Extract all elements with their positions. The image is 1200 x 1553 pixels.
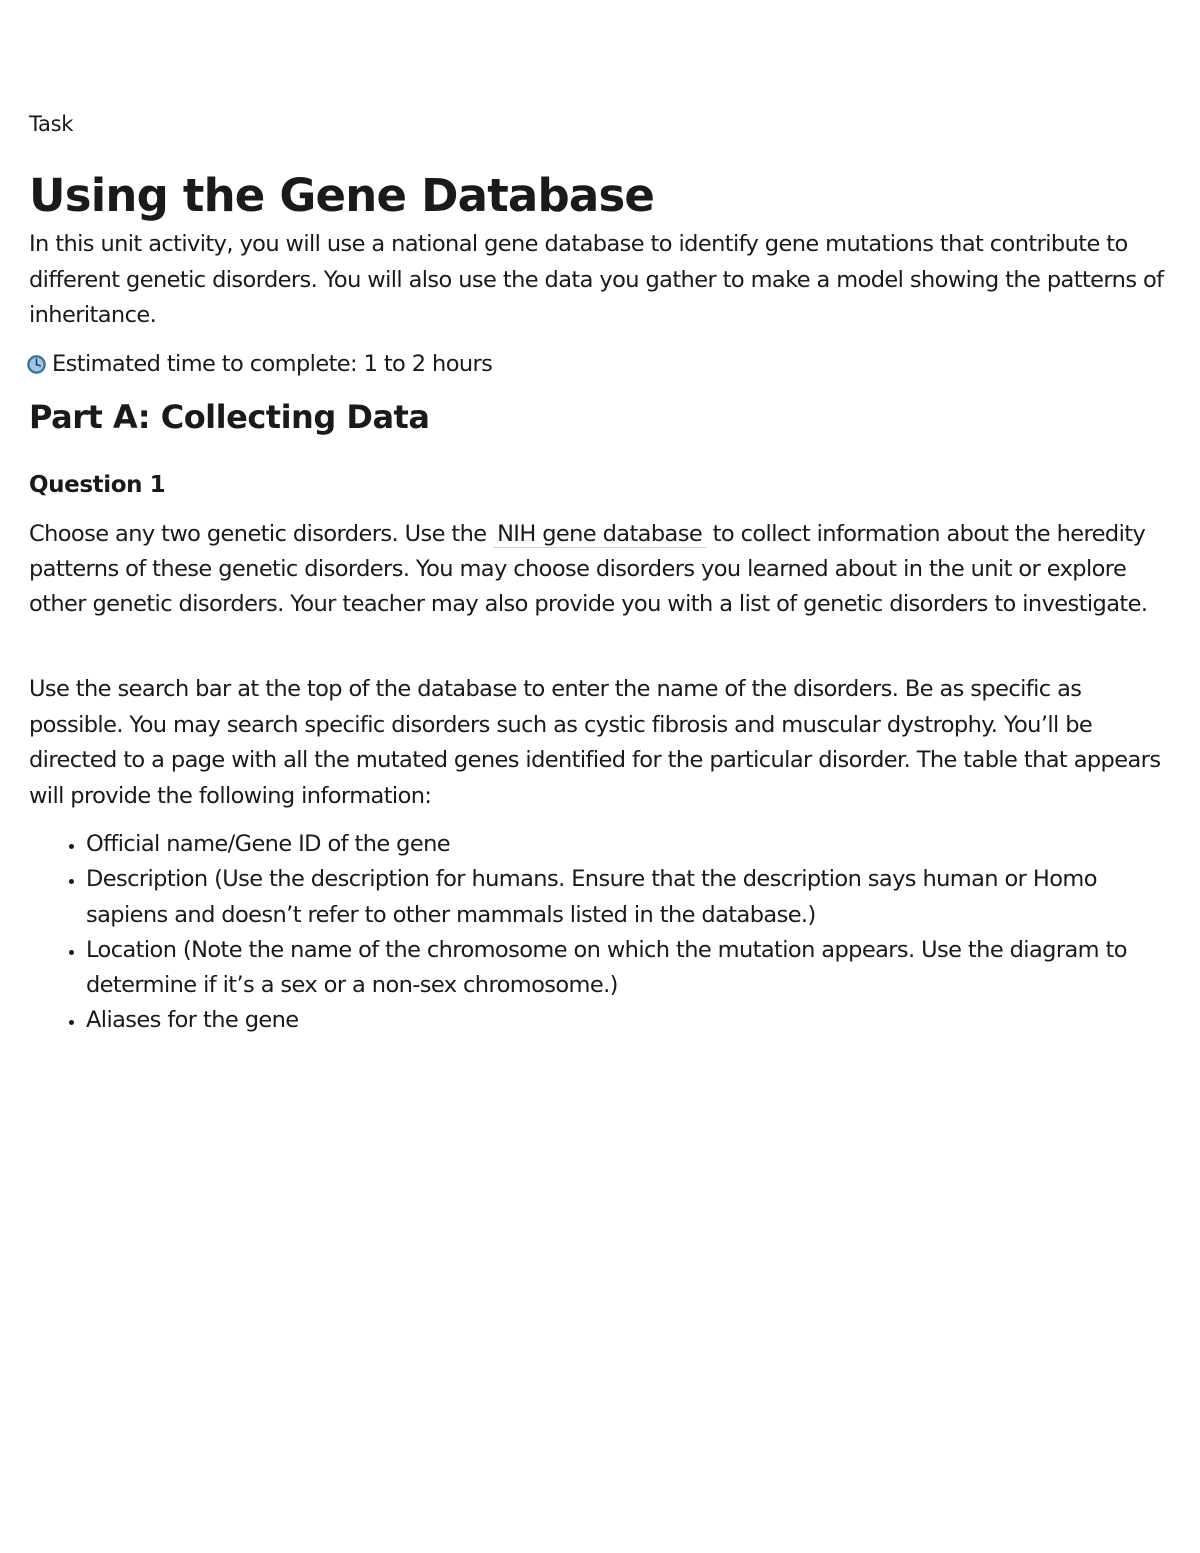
info-list: [29, 827, 1174, 1039]
nih-gene-database-link[interactable]: NIH gene database: [493, 521, 706, 548]
question-1-heading: Question 1: [29, 472, 166, 498]
part-a-heading: Part A: Collecting Data: [29, 398, 430, 436]
estimated-time: [29, 347, 492, 382]
question-1-paragraph-2: Use the search bar at the top of the database to enter the name of the disorders. Be as specific as possible. You may search specific disorders such as cystic fibrosis and muscular dystrophy. You’ll be directed to a page with all the mutated genes identified for the particular disorder. The table that appears will provide the following information:: [29, 676, 1161, 809]
list-item: • Aliases for the gene: [86, 1003, 1174, 1038]
question-1-paragraph-1: [29, 517, 1174, 622]
list-item: • Official name/Gene ID of the gene: [86, 827, 1174, 862]
task-label: Task: [29, 112, 74, 136]
list-item: • Description (Use the description for humans. Ensure that the description says human or Homo sapiens and doesn’t refer to other mammals listed in the database.): [86, 862, 1174, 933]
intro-paragraph: In this unit activity, you will use a national gene database to identify gene mutations that contribute to different genetic disorders. You will also use the data you gather to make a model showing the patterns of inheritance.: [29, 231, 1164, 328]
page-title: Using the Gene Database: [29, 169, 655, 222]
paragraph-text: Choose any two genetic disorders. Use the: [29, 521, 487, 547]
paragraph-text: to collect information about the heredity patterns of these genetic disorders. You may choose disorders you learned about in the unit or explore other genetic disorders. Your teacher may also provide you with a list of genetic disorders to investigate.: [29, 521, 1148, 617]
clock-icon: [27, 355, 46, 374]
list-item: • Location (Note the name of the chromosome on which the mutation appears. Use the diagram to determine if it’s a sex or a non-sex chromosome.): [86, 933, 1174, 1004]
estimated-time-text: Estimated time to complete: 1 to 2 hours: [52, 351, 493, 377]
